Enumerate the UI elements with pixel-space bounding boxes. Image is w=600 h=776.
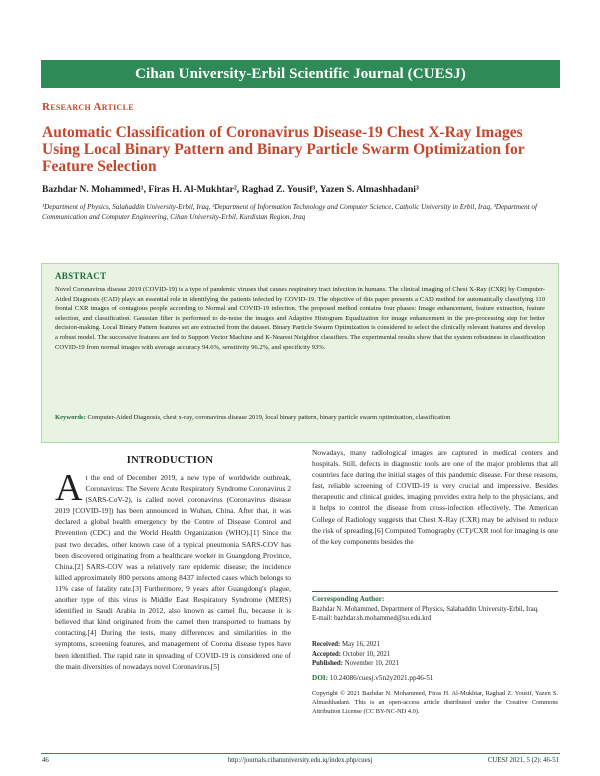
- doi-label: DOI:: [312, 674, 328, 682]
- footer-divider: [41, 753, 560, 754]
- abstract-text: Novel Coronavirus disease 2019 (COVID-19) is a type of pandemic viruses that causes respiratory tract infection in humans. The clinical imaging of Chest X-Ray (CXR) by Computer-Aided Diagnosis (CAD) plays an essential role in identifying the patients infected by COVID-19. The objective of this paper presents a CAD method for automatically classifying 110 frontal CXR images of contagious people according to Normal and COVID-19 infection. The proposed method contains four phases: Image enhancement, feature extraction, feature selection, and classification. Gaussian filter is performed to de-noise the images and Adaptive Histogram Equalization for image enhancement in the pre-processing step for better decision-making. Local Binary Pattern features set are extracted from the dataset. Binary Particle Swarm Optimization is considered to select the clinically relevant features and develop a robust model. The successive features are fed to Support Vector Machine and K-Nearest Neighbor classifiers. The experimental results show that the system robustness in classification COVID-19 from normal images with average accuracy 94.6%, sensitivity 96.2%, and specificity 93%.: [55, 286, 545, 351]
- keywords-label: Keywords:: [55, 414, 86, 421]
- affiliations: ¹Department of Physics, Salahaddin University-Erbil, Iraq, ²Department of Information Technology and Computer Science, Catholic University in Erbil, Iraq, ³Department of Communication and Computer Engineering, Cihan University-Erbil, Kurdistan Region, Iraq: [42, 203, 537, 221]
- drop-cap: A: [55, 467, 83, 509]
- copyright-notice: Copyright © 2021 Bazhdar N. Mohammed, Firas H. Al-Mukhtar, Raghad Z. Yousif, Yazen S. Almashhadani. This is an open-access article distributed under the Creative Commons Attribution License (CC BY-NC-ND 4.0).: [312, 690, 558, 716]
- journal-name: Cihan University-Erbil Scientific Journal (CUESJ): [135, 65, 466, 82]
- article-type: Research Article: [42, 101, 134, 113]
- author-list: Bazhdar N. Mohammed¹, Firas H. Al-Mukhtar², Raghad Z. Yousif³, Yazen S. Almashhadani³: [42, 184, 419, 195]
- article-dates: [312, 640, 558, 669]
- published-date: Published: November 10, 2021: [312, 660, 399, 667]
- journal-citation: CUESJ 2021, 5 (2): 46-51: [487, 757, 559, 764]
- introduction-left-column: [55, 467, 291, 672]
- introduction-left-text: t the end of December 2019, a new type of worldwide outbreak, Coronavirus: The Severe Acute Respiratory Syndrome Coronavirus 2 (SARS-CoV-2), is called novel coronavirus (Coronavirus disease 2019 [COVID-19]) has been announced in Wuhan, China. After that, it was declared a global health emergency by the Centre of Disease Control and Prevention (CDC) and the World Health Organization (WHO).[1] Since the past two decades, other known case of a typical pneumonia SARS-COV has been discovered originating from a healthcare worker in Guangdong Province, China.[2] SARS-COV was a relatively rare epidemic disease; the incidence killed approximately 800 persons among 8437 infected cases which belongs to 11% case of fatality rate.[3] Furthermore, 9 years after Guangdong's plague, another type of this virus is Middle East Respiratory Syndrome (MERS) identified in Saudi Arabia in 2012, also known as camel flu, because it is believed that kind originated from the camel then transported to humans by contacting.[4] During the tests, many differences and similarities in the symptoms, screening features, and management of Corona disease types have been identified. The rapid rate in spreading of COVID-19 is considered one of the main diversities of nowadays novel Coronavirus.[5]: [55, 473, 291, 671]
- accepted-date: Accepted: October 10, 2021: [312, 650, 391, 658]
- received-date: Received: May 16, 2021: [312, 641, 380, 648]
- introduction-right-column: [312, 447, 558, 547]
- abstract-heading: ABSTRACT: [55, 271, 107, 281]
- journal-url[interactable]: http://journals.cihanuniversity.edu.iq/index.php/cuesj: [227, 757, 373, 764]
- introduction-right-text: Nowadays, many radiological images are captured in medical centers and hospitals. Still, defects in diagnostic tools are one of the major problems that all countries face during the initial stages of this pandemic disease. For these reasons, fast, reliable screening of COVID-19 is very crucial and impressive. Besides therapeutic and clinical guides, imaging provides extra help to the physicians, and it helps to control the disease from cross-infection effectively. The American College of Radiology suggests that Chest X-Ray (CXR) may be advised to reduce the risk of spreading.[6] Computed Tomography (CT)/CXR tool for imaging is one of the key components besides the: [312, 448, 558, 546]
- doi-link[interactable]: 10.24086/cuesj.v5n2y2021.pp46-51: [329, 674, 434, 682]
- corresponding-author-email[interactable]: E-mail: bazhdar.sh.mohammed@su.edu.krd: [312, 615, 432, 622]
- corresponding-author-heading: Corresponding Author:: [312, 595, 385, 603]
- introduction-heading: INTRODUCTION: [126, 455, 214, 466]
- journal-banner: [41, 60, 560, 88]
- page-number: 46: [42, 757, 49, 764]
- corresponding-author: [312, 595, 558, 624]
- doi: [312, 674, 558, 682]
- keywords: [55, 413, 545, 422]
- corresponding-author-body: Bazhdar N. Mohammed, Department of Physics, Salahaddin University-Erbil, Iraq.: [312, 605, 539, 613]
- paper-title: Automatic Classification of Coronavirus Disease-19 Chest X-Ray Images Using Local Binary Pattern and Binary Particle Swarm Optimization for Feature Selection: [42, 124, 525, 175]
- keywords-text: Computer-Aided Diagnosis, chest x-ray, coronavirus disease 2019, local binary pattern, binary particle swarm optimization, classification: [87, 414, 451, 421]
- abstract-box: [41, 263, 559, 443]
- divider: [312, 591, 558, 592]
